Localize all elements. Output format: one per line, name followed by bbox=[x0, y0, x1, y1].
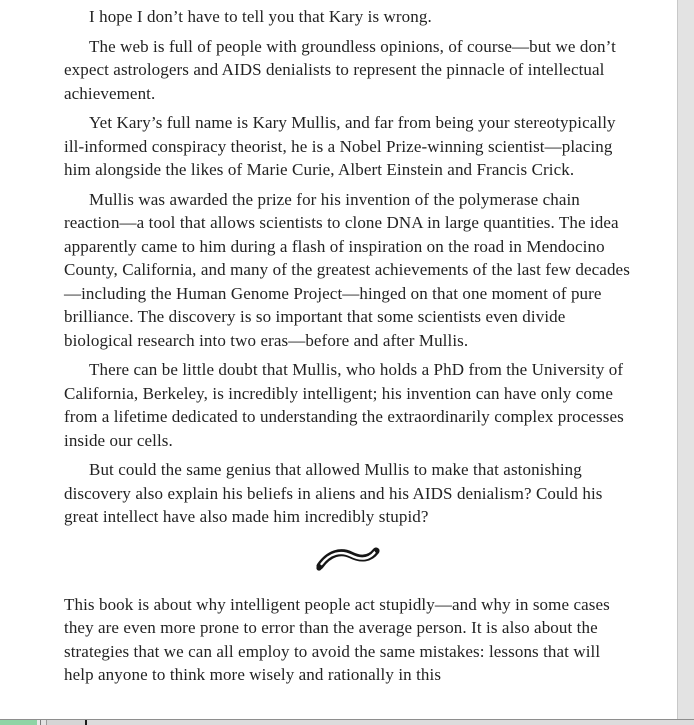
body-paragraph: But could the same genius that allowed Mullis to make that astonishing discovery also explain his beliefs in aliens and his AIDS denialism? Could his great intellect have also made him incredibly stupid? bbox=[64, 460, 603, 526]
body-paragraph: This book is about why intelligent people act stupidly—and why in some cases they are even more prone to error than the average person. It is also about the strategies that we can all employ to avoid the same mistakes: lessons that will help anyone to think more wisely and rationally in this bbox=[64, 594, 610, 684]
body-paragraph: Yet Kary’s full name is Kary Mullis, and far from being your stereotypically ill-informed conspiracy theorist, he is a Nobel Prize-winning scientist—placing him alongside the likes of Marie Curie, Albert Einstein and Francis Crick. bbox=[64, 113, 616, 179]
body-paragraph: The web is full of people with groundless opinions, of course—but we don’t expect astrologers and AIDS denialists to represent the pinnacle of intellectual achievement. bbox=[64, 36, 616, 103]
bottom-edge-gray-segment bbox=[47, 720, 85, 725]
page-text-column bbox=[64, 5, 632, 693]
bottom-edge-gray-segment bbox=[87, 720, 694, 725]
bottom-edge-green-segment bbox=[0, 720, 37, 725]
body-paragraph: Mullis was awarded the prize for his invention of the polymerase chain reaction—a tool that allows scientists to clone DNA in large quantities. The idea apparently came to him during a flash of inspiration on the road in Mendocino County, California, and many of the greatest achievements of the last few decades—including the Human Genome Project—hinged on that one moment of pure brilliance. The discovery is so important that some scientists even divide biological research into two eras—before and after Mullis. bbox=[64, 189, 630, 350]
body-paragraph: There can be little doubt that Mullis, who holds a PhD from the University of California, Berkeley, is incredibly intelligent; his invention can have only come from a lifetime dedicated to understanding the extraordinarily complex processes inside our cells. bbox=[64, 360, 624, 450]
scrollbar-track[interactable] bbox=[677, 0, 694, 725]
swash-ornament-icon bbox=[314, 545, 382, 575]
bottom-window-edge bbox=[0, 719, 694, 725]
body-paragraph: I hope I don’t have to tell you that Kary is wrong. bbox=[89, 7, 432, 26]
section-divider bbox=[64, 535, 632, 585]
